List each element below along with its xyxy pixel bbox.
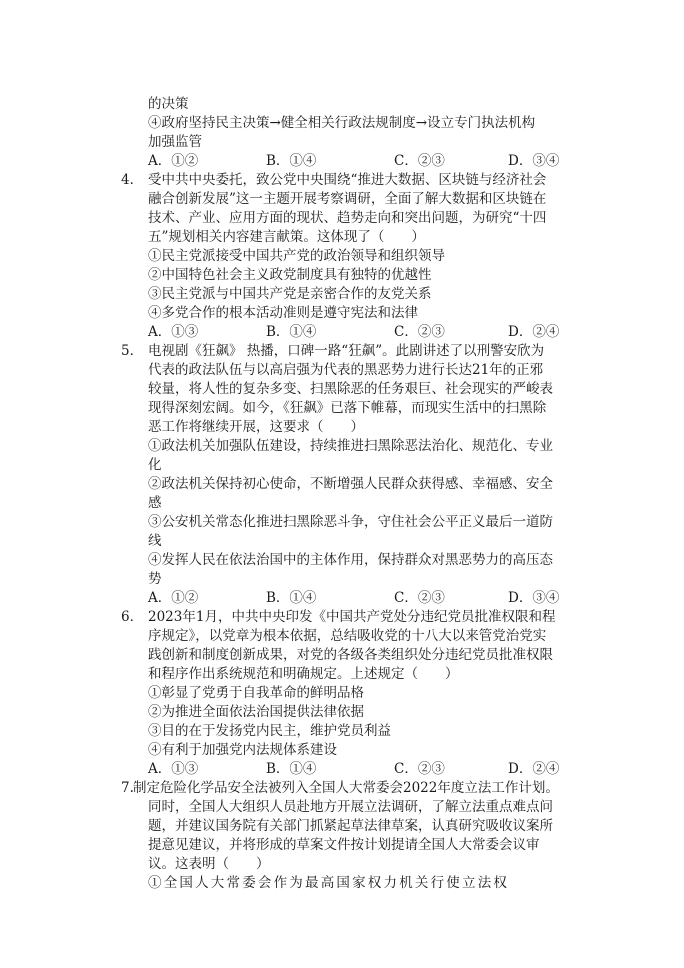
- option-b[interactable]: B．①④: [266, 761, 317, 777]
- q4-statement-2: ②中国特色社会主义政党制度具有独特的优越性: [148, 267, 432, 283]
- q5-stem-line: 代表的政法队伍与以高启强为代表的黑恶势力进行长达21年的正邪: [148, 362, 544, 378]
- q4-statement-3: ③民主党派与中国共产党是亲密合作的友党关系: [148, 286, 432, 302]
- q5-statement-4: ④发挥人民在依法治国中的主体作用，保持群众对黑恶势力的高压态: [148, 552, 553, 568]
- option-c[interactable]: C．②③: [394, 324, 445, 340]
- q6-stem-line: 和程序作出系统规范和明确规定。上述规定（ ）: [148, 666, 459, 682]
- q6-statement-3: ③目的在于发扬党内民主，维护党员利益: [148, 723, 391, 739]
- option-b[interactable]: B．①④: [266, 153, 317, 169]
- q4-number: 4．: [121, 172, 144, 188]
- q4-statement-1: ①民主党派接受中国共产党的政治领导和组织领导: [148, 248, 445, 264]
- q6-stem-line: 2023年1月，中共中央印发《中国共产党处分违纪党员批准权限和程: [148, 609, 556, 625]
- q6-statement-2: ②为推进全面依法治国提供法律依据: [148, 704, 364, 720]
- q7-number: 7.: [121, 780, 134, 796]
- option-b[interactable]: B．①④: [266, 590, 317, 606]
- q5-stem-line: 电视剧《狂飙》 热播，口碑一路“狂飙”。此剧讲述了以刑警安欣为: [148, 343, 545, 359]
- q7-stem-line: 题，并建议国务院有关部门抓紧起草法律草案，认真研究吸收议案所: [148, 818, 553, 834]
- q4-stem-line: 五”规划相关内容建言献策。这体现了（ ）: [148, 229, 425, 245]
- q5-statement-2: ②政法机关保持初心使命，不断增强人民群众获得感、幸福感、安全: [148, 476, 553, 492]
- q3-options: [148, 152, 568, 170]
- q5-stem-line: 现得深刻宏阔。如今，《狂飙》已落下帷幕，而现实生活中的扫黑除: [148, 400, 547, 416]
- q6-number: 6．: [121, 609, 144, 625]
- option-d[interactable]: D．③④: [508, 590, 560, 606]
- q5-statement-3-cont: 线: [148, 533, 162, 549]
- q7-stem-line: 同时，全国人大组织人员赴地方开展立法调研，了解立法重点难点问: [148, 799, 553, 815]
- q3-statement-4: ④政府坚持民主决策→健全相关行政法规制度→设立专门执法机构: [148, 115, 536, 131]
- option-d[interactable]: D．②④: [508, 761, 560, 777]
- q5-number: 5．: [121, 343, 144, 359]
- q5-stem-line: 较量，将人性的复杂多变、扫黑除恶的任务艰巨、社会现实的严峻表: [148, 381, 553, 397]
- q7-stem-line: 提意见建议，并将形成的草案文件按计划提请全国人大常委会议审: [148, 837, 540, 853]
- q5-options: [148, 589, 568, 607]
- q5-stem-line: 恶工作将继续开展，这要求（ ）: [148, 419, 364, 435]
- q6-statement-1: ①彰显了党勇于自我革命的鲜明品格: [148, 685, 364, 701]
- q3-statement-4-cont: 加强监管: [148, 134, 202, 150]
- q4-stem-line: 技术、产业、应用方面的现状、趋势走向和突出问题，为研究“十四: [148, 210, 547, 226]
- q4-statement-4: ④多党合作的根本活动准则是遵守宪法和法律: [148, 305, 418, 321]
- q5-statement-1-cont: 化: [148, 457, 162, 473]
- option-a[interactable]: A．①②: [148, 153, 199, 169]
- option-b[interactable]: B．①④: [266, 324, 317, 340]
- option-c[interactable]: C．②③: [394, 590, 445, 606]
- q6-options: [148, 760, 568, 778]
- q5-statement-3: ③公安机关常态化推进扫黑除恶斗争，守住社会公平正义最后一道防: [148, 514, 553, 530]
- q4-stem-line: 融合创新发展”这一主题开展考察调研，全面了解大数据和区块链在: [148, 191, 547, 207]
- q6-statement-4: ④有利于加强党内法规体系建设: [148, 742, 337, 758]
- q5-statement-1: ①政法机关加强队伍建设，持续推进扫黑除恶法治化、规范化、专业: [148, 438, 553, 454]
- q6-stem-line: 践创新和制度创新成果，对党的各级各类组织处分违纪党员批准权限: [148, 647, 553, 663]
- option-a[interactable]: A．①②: [148, 590, 199, 606]
- option-c[interactable]: C．②③: [394, 153, 445, 169]
- q4-stem-line: 受中共中央委托，致公党中央围绕“推进大数据、区块链与经济社会: [148, 172, 547, 188]
- q5-statement-2-cont: 感: [148, 495, 162, 511]
- option-c[interactable]: C．②③: [394, 761, 445, 777]
- option-d[interactable]: D．③④: [508, 153, 560, 169]
- q4-options: [148, 323, 568, 341]
- q7-stem-line: 议。这表明（ ）: [148, 856, 270, 872]
- option-a[interactable]: A．①③: [148, 324, 199, 340]
- option-d[interactable]: D．②④: [508, 324, 560, 340]
- q3-stem-tail: 的决策: [148, 96, 189, 112]
- q7-stem-line: 制定危险化学品安全法被列入全国人大常委会2022年度立法工作计划。: [133, 780, 559, 796]
- q5-statement-4-cont: 势: [148, 571, 162, 587]
- q6-stem-line: 序规定》，以党章为根本依据，总结吸收党的十八大以来管党治党实: [148, 628, 547, 644]
- q7-statement-1: ①全国人大常委会作为最高国家权力机关行使立法权: [148, 875, 510, 891]
- option-a[interactable]: A．①③: [148, 761, 199, 777]
